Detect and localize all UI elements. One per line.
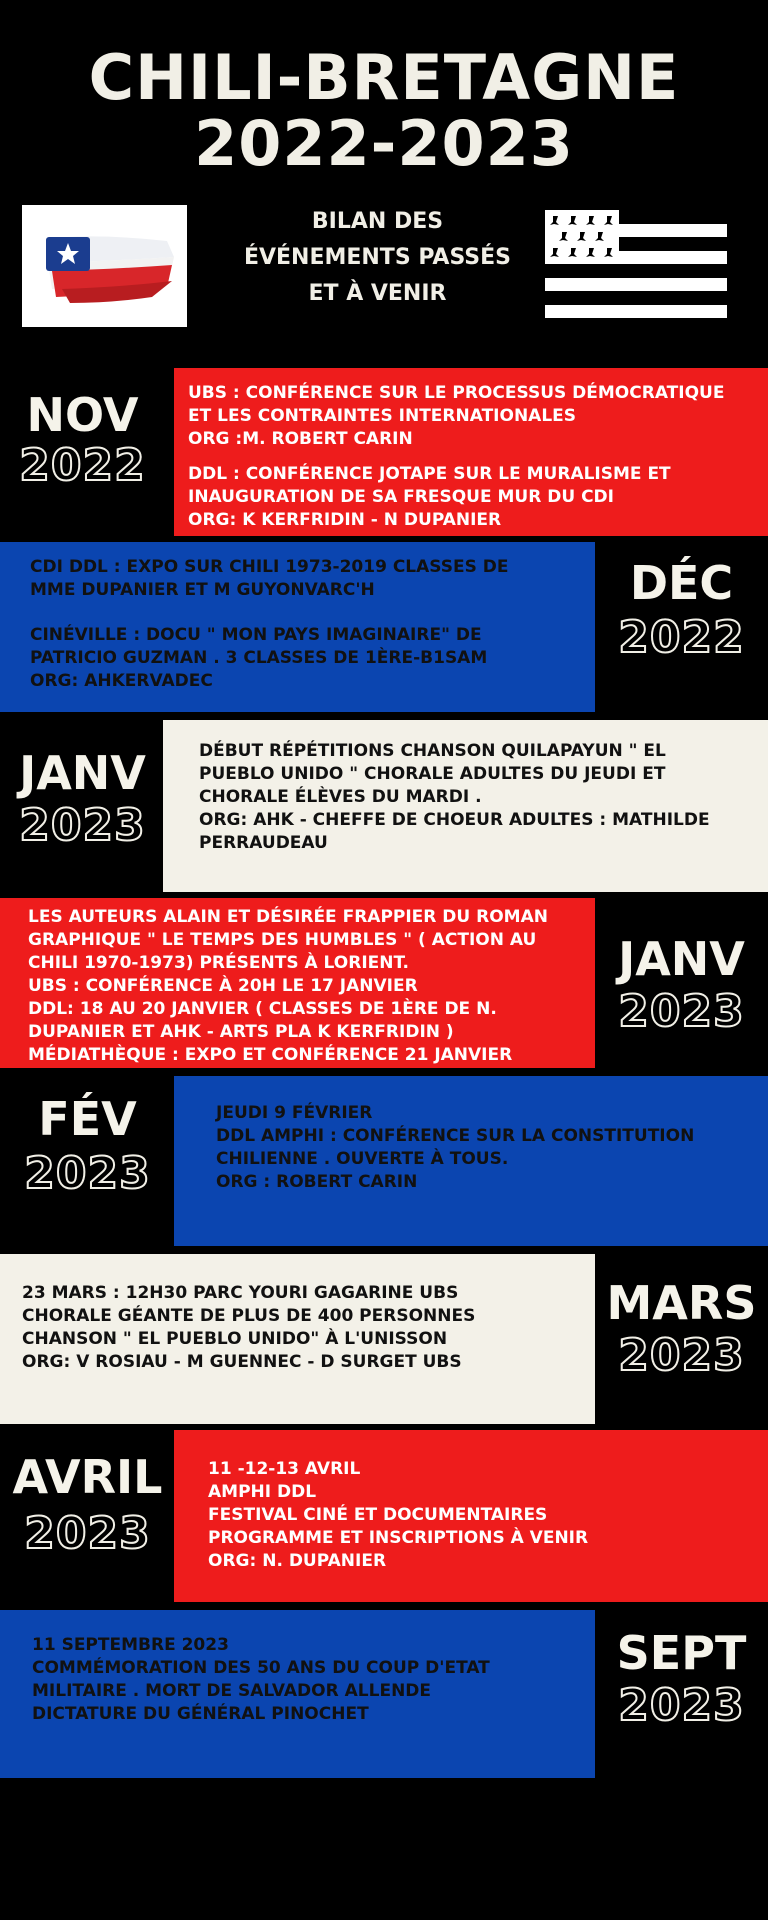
event-panel [0,542,595,712]
subtitle: BILAN DES ÉVÉNEMENTS PASSÉS ET À VENIR [243,209,512,306]
event-month: DÉC [629,556,734,610]
event-year: 2023 [24,1148,151,1199]
event-paragraph: JEUDI 9 FÉVRIER DDL AMPHI : CONFÉRENCE SUR LA CONSTITUTION CHILIENNE . OUVERTE À TOUS. ORG : ROBERT CARIN [216,1103,695,1192]
chile-flag-image [22,205,187,327]
event-paragraph: DDL : CONFÉRENCE JOTAPE SUR LE MURALISME ET INAUGURATION DE SA FRESQUE MUR DU CDI ORG: K KERFRIDIN - N DUPANIER [188,464,671,530]
event-month: JANV [618,932,745,986]
event-month: FÉV [38,1092,137,1146]
main-title-line1: CHILI-BRETAGNE [88,41,680,114]
event-paragraph: 11 -12-13 AVRIL AMPHI DDL FESTIVAL CINÉ ET DOCUMENTAIRES PROGRAMME ET INSCRIPTIONS À VENIR ORG: N. DUPANIER [208,1459,589,1571]
event-panel [174,368,768,536]
event-panel [174,1430,768,1602]
event-year: 2023 [618,1330,745,1381]
event-year: 2022 [618,612,745,663]
event-paragraph: CINÉVILLE : DOCU " MON PAYS IMAGINAIRE" DE PATRICIO GUZMAN . 3 CLASSES DE 1ÈRE-B1SAM ORG: AHKERVADEC [30,625,488,691]
event-year: 2023 [618,1680,745,1731]
event-paragraph: LES AUTEURS ALAIN ET DÉSIRÉE FRAPPIER DU ROMAN GRAPHIQUE " LE TEMPS DES HUMBLES " ( ACTION AU CHILI 1970-1973) PRÉSENTS À LORIENT. UBS : CONFÉRENCE À 20H LE 17 JANVIER DDL: 18 AU 20 JANVIER ( CLASSES DE 1ÈRE DE N. DUPANIER ET AHK - ARTS PLA K KERFRIDIN ) MÉDIATHÈQUE : EXPO ET CONFÉRENCE 21 JANVIER [28,907,548,1065]
breton-flag-image [545,210,727,332]
event-panel [0,1254,595,1424]
event-panel [163,720,768,892]
event-paragraph: DÉBUT RÉPÉTITIONS CHANSON QUILAPAYUN " EL PUEBLO UNIDO " CHORALE ADULTES DU JEUDI ET CHORALE ÉLÈVES DU MARDI . ORG: AHK - CHEFFE DE CHOEUR ADULTES : MATHILDE PERRAUDEAU [199,741,710,853]
event-month: JANV [19,746,146,800]
event-year: 2023 [24,1508,151,1559]
event-panel [174,1076,768,1246]
event-month: MARS [606,1276,757,1330]
event-panel [0,898,595,1068]
event-month: SEPT [616,1626,747,1680]
event-year: 2023 [618,986,745,1037]
event-panel [0,1610,595,1778]
event-year: 2023 [19,800,146,851]
event-paragraph: UBS : CONFÉRENCE SUR LE PROCESSUS DÉMOCRATIQUE ET LES CONTRAINTES INTERNATIONALES ORG :M. ROBERT CARIN [188,383,725,449]
event-paragraph: 11 SEPTEMBRE 2023 COMMÉMORATION DES 50 ANS DU COUP D'ETAT MILITAIRE . MORT DE SALVADOR ALLENDE DICTATURE DU GÉNÉRAL PINOCHET [32,1635,490,1724]
main-title-line2: 2022-2023 [194,107,574,180]
event-month: NOV [26,388,139,442]
event-paragraph: 23 MARS : 12H30 PARC YOURI GAGARINE UBS CHORALE GÉANTE DE PLUS DE 400 PERSONNES CHANSON " EL PUEBLO UNIDO" À L'UNISSON ORG: V ROSIAU - M GUENNEC - D SURGET UBS [22,1283,476,1372]
event-month: AVRIL [12,1450,163,1504]
event-paragraph: CDI DDL : EXPO SUR CHILI 1973-2019 CLASSES DE MME DUPANIER ET M GUYONVARC'H [30,557,509,600]
event-year: 2022 [19,440,146,491]
